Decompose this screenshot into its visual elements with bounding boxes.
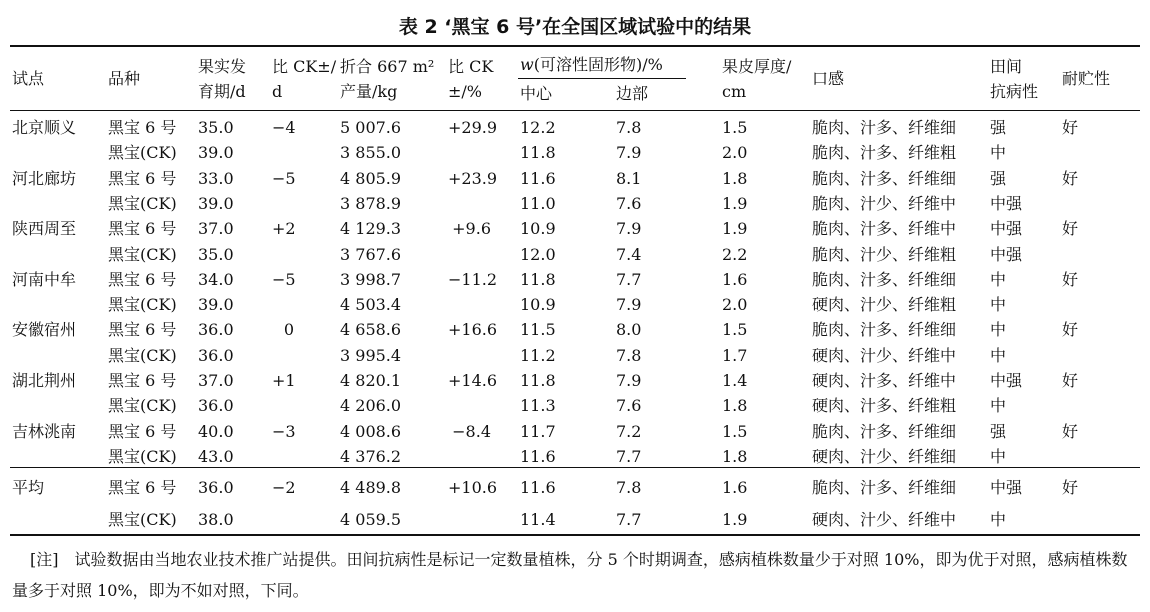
cell-edge: 7.4 (616, 244, 642, 264)
cell-yield: 3 998.7 (340, 269, 402, 289)
cell-taste: 硬肉、汁少、纤维粗 (812, 295, 957, 315)
cell-taste: 脆肉、汁多、纤维细 (812, 118, 957, 137)
cell-taste: 脆肉、汁少、纤维中 (812, 193, 957, 213)
cell-disease: 中强 (990, 219, 1023, 239)
cell-period: 37.0 (198, 371, 234, 390)
cell-diff: −5 (272, 269, 296, 289)
cell-period: 39.0 (198, 193, 234, 213)
cell-yield: 4 805.9 (340, 168, 402, 188)
cell-storage: 好 (1062, 118, 1079, 137)
cell-yield: 3 878.9 (340, 193, 402, 213)
cell-yield: 4 059.5 (340, 510, 402, 529)
cell-yield: 4 008.6 (340, 421, 402, 441)
cell-center: 11.4 (520, 510, 556, 529)
header-solids-rest: (可溶性固形物)/% (533, 55, 663, 74)
cell-period: 33.0 (198, 168, 234, 188)
cell-disease: 中强 (990, 478, 1023, 497)
cell-edge: 7.8 (616, 478, 642, 497)
cell-peel: 1.9 (722, 193, 748, 213)
cell-site: 陕西周至 (12, 219, 77, 239)
cell-disease: 中 (990, 396, 1007, 416)
header-site: 试点 (12, 69, 45, 88)
header-peel-line2: cm (722, 82, 747, 101)
header-period-line2: 育期/d (198, 82, 246, 101)
cell-center: 11.5 (520, 320, 556, 340)
cell-variety: 黑宝(CK) (108, 295, 177, 315)
header-storage: 耐贮性 (1062, 69, 1111, 88)
cell-period: 34.0 (198, 269, 234, 289)
cell-variety: 黑宝 6 号 (108, 421, 177, 441)
cell-taste: 脆肉、汁多、纤维细 (812, 320, 957, 340)
header-peel-line1: 果皮厚度/ (722, 57, 792, 76)
header-taste: 口感 (812, 69, 845, 88)
cell-period: 38.0 (198, 510, 234, 529)
cell-storage: 好 (1062, 320, 1079, 340)
cell-edge: 7.9 (616, 143, 642, 163)
cell-disease: 中 (990, 320, 1007, 340)
cell-site: 安徽宿州 (12, 320, 77, 340)
cell-edge: 7.9 (616, 371, 642, 390)
cell-disease: 中强 (990, 371, 1023, 390)
cell-period: 43.0 (198, 446, 234, 466)
cell-peel: 1.8 (722, 396, 748, 416)
cell-ratio: +29.9 (448, 118, 498, 137)
cell-storage: 好 (1062, 219, 1079, 239)
cell-yield: 4 820.1 (340, 371, 402, 390)
cell-taste: 脆肉、汁少、纤维粗 (812, 244, 957, 264)
cell-edge: 7.7 (616, 446, 642, 466)
cell-peel: 2.0 (722, 295, 748, 315)
cell-variety: 黑宝 6 号 (108, 269, 177, 289)
cell-yield: 4 206.0 (340, 396, 402, 416)
cell-disease: 强 (990, 118, 1007, 137)
cell-taste: 脆肉、汁多、纤维粗 (812, 143, 957, 163)
cell-variety: 黑宝 6 号 (108, 371, 177, 390)
cell-peel: 1.6 (722, 478, 748, 497)
cell-peel: 2.0 (722, 143, 748, 163)
cell-diff: +2 (272, 219, 296, 239)
cell-yield: 5 007.6 (340, 118, 402, 137)
cell-center: 11.7 (520, 421, 556, 441)
header-ratio-line2: ±/% (448, 82, 482, 101)
cell-variety: 黑宝(CK) (108, 193, 177, 213)
cell-yield: 4 489.8 (340, 478, 402, 497)
cell-period: 36.0 (198, 320, 234, 340)
cell-edge: 7.8 (616, 118, 642, 137)
cell-center: 11.8 (520, 371, 556, 390)
cell-disease: 中强 (990, 244, 1023, 264)
cell-peel: 1.7 (722, 345, 748, 365)
cell-variety: 黑宝(CK) (108, 510, 177, 529)
cell-period: 35.0 (198, 118, 234, 137)
cell-variety: 黑宝(CK) (108, 396, 177, 416)
header-solids-edge: 边部 (616, 84, 649, 103)
cell-taste: 脆肉、汁多、纤维细 (812, 269, 957, 289)
cell-center: 11.6 (520, 478, 556, 497)
cell-edge: 7.6 (616, 396, 642, 416)
cell-period: 37.0 (198, 219, 234, 239)
cell-site: 湖北荆州 (12, 371, 77, 390)
cell-diff: +1 (272, 371, 296, 390)
cell-storage: 好 (1062, 269, 1079, 289)
cell-yield: 3 855.0 (340, 143, 402, 163)
cell-peel: 1.9 (722, 219, 748, 239)
cell-edge: 7.9 (616, 295, 642, 315)
cell-peel: 1.8 (722, 168, 748, 188)
cell-storage: 好 (1062, 478, 1079, 497)
cell-yield: 3 767.6 (340, 244, 402, 264)
cell-diff: −3 (272, 421, 296, 441)
cell-center: 11.3 (520, 396, 556, 416)
cell-yield: 3 995.4 (340, 345, 402, 365)
cell-disease: 中 (990, 510, 1007, 529)
cell-disease: 中强 (990, 193, 1023, 213)
cell-taste: 脆肉、汁多、纤维细 (812, 421, 957, 441)
cell-variety: 黑宝 6 号 (108, 478, 177, 497)
cell-period: 36.0 (198, 396, 234, 416)
cell-period: 36.0 (198, 345, 234, 365)
cell-ratio: −8.4 (452, 421, 491, 441)
cell-period: 36.0 (198, 478, 234, 497)
cell-variety: 黑宝 6 号 (108, 219, 177, 239)
bottom-rule (10, 534, 1140, 536)
cell-yield: 4 658.6 (340, 320, 402, 340)
cell-variety: 黑宝(CK) (108, 143, 177, 163)
cell-peel: 1.5 (722, 118, 748, 137)
cell-variety: 黑宝 6 号 (108, 118, 177, 137)
cell-variety: 黑宝 6 号 (108, 168, 177, 188)
cell-ratio: +16.6 (448, 320, 498, 340)
header-period-line1: 果实发 (198, 57, 247, 76)
cell-site: 河南中牟 (12, 269, 77, 289)
header-diff-line1: 比 CK±/ (272, 57, 337, 76)
cell-period: 39.0 (198, 143, 234, 163)
cell-edge: 7.9 (616, 219, 642, 239)
cell-disease: 中 (990, 295, 1007, 315)
cell-diff: −2 (272, 478, 296, 497)
cell-center: 11.6 (520, 446, 556, 466)
cell-period: 35.0 (198, 244, 234, 264)
cell-peel: 1.6 (722, 269, 748, 289)
cell-peel: 1.4 (722, 371, 748, 390)
cell-edge: 7.8 (616, 345, 642, 365)
cell-site: 河北廊坊 (12, 168, 77, 188)
cell-yield: 4 503.4 (340, 295, 402, 315)
cell-disease: 中 (990, 446, 1007, 466)
cell-ratio: +23.9 (448, 168, 498, 188)
cell-yield: 4 129.3 (340, 219, 402, 239)
cell-taste: 硬肉、汁少、纤维细 (812, 446, 957, 466)
cell-edge: 7.6 (616, 193, 642, 213)
cell-storage: 好 (1062, 371, 1079, 390)
cell-yield: 4 376.2 (340, 446, 402, 466)
cell-peel: 1.9 (722, 510, 748, 529)
cell-center: 11.0 (520, 193, 556, 213)
cell-taste: 脆肉、汁多、纤维细 (812, 168, 957, 188)
cell-site: 平均 (12, 478, 45, 497)
cell-taste: 脆肉、汁多、纤维中 (812, 219, 957, 239)
table-note: [注] 试验数据由当地农业技术推广站提供。田间抗病性是标记一定数量植株，分 5 个时期调查，感病植株数量少于对照 10%，即为优于对照，感病植株数量多于对照 10%，即为不如对照，下同。 (12, 550, 1128, 600)
cell-edge: 7.2 (616, 421, 642, 441)
cell-variety: 黑宝(CK) (108, 446, 177, 466)
cell-taste: 脆肉、汁多、纤维细 (812, 478, 957, 497)
cell-center: 11.6 (520, 168, 556, 188)
cell-edge: 8.1 (616, 168, 642, 188)
header-solids-center: 中心 (520, 84, 553, 103)
header-yield-line2: 产量/kg (340, 82, 398, 101)
cell-center: 10.9 (520, 219, 556, 239)
cell-disease: 强 (990, 168, 1007, 188)
top-rule (10, 45, 1140, 47)
cell-variety: 黑宝(CK) (108, 345, 177, 365)
cell-edge: 7.7 (616, 510, 642, 529)
cell-center: 11.2 (520, 345, 556, 365)
cell-disease: 中 (990, 269, 1007, 289)
cell-period: 40.0 (198, 421, 234, 441)
cell-disease: 强 (990, 421, 1007, 441)
cell-center: 12.2 (520, 118, 556, 137)
cell-storage: 好 (1062, 421, 1079, 441)
solids-sub-rule (518, 78, 686, 79)
cell-edge: 8.0 (616, 320, 642, 340)
cell-diff: −4 (272, 118, 296, 137)
average-rule (10, 467, 1140, 468)
cell-center: 12.0 (520, 244, 556, 264)
cell-site: 吉林洮南 (12, 421, 77, 441)
cell-storage: 好 (1062, 168, 1079, 188)
cell-diff: 0 (283, 320, 294, 340)
cell-peel: 2.2 (722, 244, 748, 264)
cell-period: 39.0 (198, 295, 234, 315)
cell-ratio: +14.6 (448, 371, 498, 390)
cell-ratio: +10.6 (448, 478, 498, 497)
cell-ratio: −11.2 (448, 269, 498, 289)
cell-center: 10.9 (520, 295, 556, 315)
cell-peel: 1.5 (722, 320, 748, 340)
cell-taste: 硬肉、汁多、纤维粗 (812, 396, 957, 416)
header-yield-line1: 折合 667 m² (340, 57, 435, 76)
cell-site: 北京顺义 (12, 118, 77, 137)
cell-taste: 硬肉、汁少、纤维中 (812, 345, 957, 365)
header-diff-line2: d (272, 82, 283, 101)
header-variety: 品种 (108, 69, 141, 88)
cell-diff: −5 (272, 168, 296, 188)
cell-taste: 硬肉、汁少、纤维中 (812, 510, 957, 529)
cell-disease: 中 (990, 143, 1007, 163)
cell-taste: 硬肉、汁多、纤维中 (812, 371, 957, 390)
header-solids (520, 55, 663, 75)
cell-disease: 中 (990, 345, 1007, 365)
header-disease-line1: 田间 (990, 57, 1023, 76)
cell-ratio: +9.6 (452, 219, 491, 239)
header-disease-line2: 抗病性 (990, 82, 1039, 101)
header-ratio-line1: 比 CK (448, 57, 494, 76)
cell-peel: 1.8 (722, 446, 748, 466)
cell-center: 11.8 (520, 269, 556, 289)
cell-peel: 1.5 (722, 421, 748, 441)
header-rule (10, 110, 1140, 111)
cell-center: 11.8 (520, 143, 556, 163)
cell-variety: 黑宝 6 号 (108, 320, 177, 340)
header-solids-w: w (520, 55, 534, 74)
cell-edge: 7.7 (616, 269, 642, 289)
table-title: 表 2 ‘黑宝 6 号’在全国区域试验中的结果 (398, 16, 752, 38)
cell-variety: 黑宝(CK) (108, 244, 177, 264)
